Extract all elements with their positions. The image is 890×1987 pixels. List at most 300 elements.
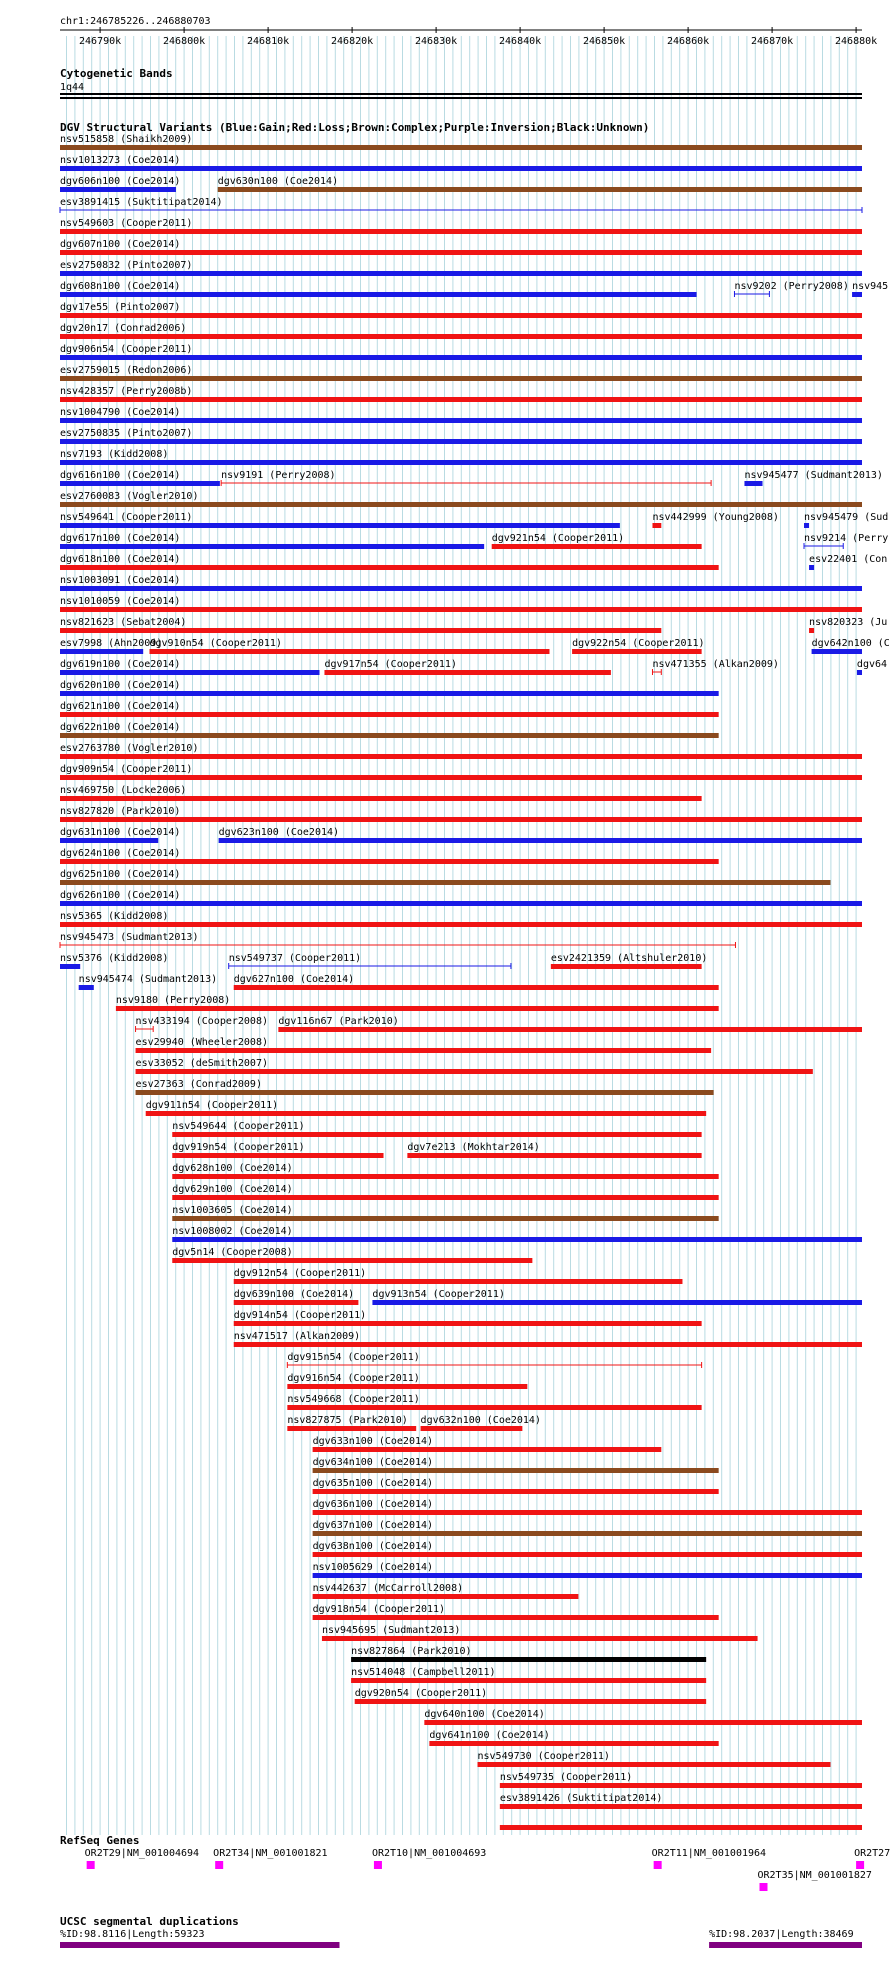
variant-label: esv33052 (deSmith2007): [135, 1058, 269, 1069]
variant[interactable]: [136, 1016, 268, 1032]
variant[interactable]: [136, 1079, 714, 1095]
ruler-tick-label: 246790k: [79, 36, 122, 47]
variant-bar[interactable]: [172, 1153, 383, 1158]
variant-bar[interactable]: [313, 1594, 579, 1599]
variant[interactable]: [149, 638, 549, 654]
variant[interactable]: [218, 176, 862, 192]
variant-bar[interactable]: [60, 334, 862, 339]
variant[interactable]: [234, 1331, 862, 1347]
variant-bar[interactable]: [172, 1258, 532, 1263]
variant-bar[interactable]: [60, 145, 862, 150]
variant-label: dgv913n54 (Cooper2011): [372, 1289, 505, 1300]
variant[interactable]: [60, 638, 162, 654]
variant-bar[interactable]: [60, 922, 862, 927]
gene[interactable]: [213, 1848, 327, 1869]
variant[interactable]: [60, 554, 719, 570]
variant[interactable]: [79, 974, 217, 990]
variant-bar[interactable]: [79, 985, 94, 990]
variant-bar[interactable]: [60, 670, 320, 675]
variant[interactable]: [572, 638, 704, 654]
variant-label: nsv9202 (Perry2008): [734, 281, 849, 292]
variant-label: dgv921n54 (Cooper2011): [491, 533, 625, 544]
variant-label: dgv641n100 (Coe2014): [429, 1730, 550, 1741]
variant-bar[interactable]: [60, 355, 862, 360]
variant[interactable]: [60, 176, 180, 192]
variant-label: nsv549730 (Cooper2011): [477, 1751, 610, 1762]
variant-label: esv2763780 (Vogler2010): [60, 743, 199, 754]
variant-bar[interactable]: [60, 271, 862, 276]
variant-label: dgv638n100 (Coe2014): [312, 1541, 434, 1552]
variant[interactable]: [229, 953, 511, 969]
variant-label: dgv623n100 (Coe2014): [218, 827, 340, 838]
variant-bar[interactable]: [234, 1321, 702, 1326]
variant-bar[interactable]: [322, 1636, 758, 1641]
variant[interactable]: [287, 1373, 527, 1389]
gene-marker[interactable]: [759, 1883, 767, 1891]
segdup-track-title: UCSC segmental duplications: [60, 1915, 239, 1928]
gene[interactable]: [854, 1848, 890, 1869]
variant-label: dgv919n54 (Cooper2011): [172, 1142, 305, 1153]
variant-bar[interactable]: [313, 1468, 719, 1473]
variant-label: dgv639n100 (Coe2014): [233, 1289, 355, 1300]
segdup-item[interactable]: [709, 1929, 862, 1948]
variant-bar[interactable]: [407, 1153, 701, 1158]
ruler-tick-label: 246830k: [415, 36, 458, 47]
variant-bar[interactable]: [172, 1174, 718, 1179]
variant-bar[interactable]: [146, 1111, 706, 1116]
variant[interactable]: [429, 1730, 718, 1746]
variant-label: dgv911n54 (Cooper2011): [145, 1100, 279, 1111]
variant-bar[interactable]: [60, 250, 862, 255]
variant-label: nsv5365 (Kidd2008): [60, 911, 169, 922]
variant-label: dgv918n54 (Cooper2011): [312, 1604, 446, 1615]
variant-label: dgv914n54 (Cooper2011): [233, 1310, 367, 1321]
variant-label: nsv5376 (Kidd2008): [60, 953, 169, 964]
variant-bar[interactable]: [172, 1237, 862, 1242]
variant-label: nsv820323 (Ju: [809, 617, 888, 628]
variant-label: dgv626n100 (Coe2014): [60, 890, 181, 901]
variant-bar[interactable]: [572, 649, 702, 654]
variant-bar[interactable]: [287, 1426, 416, 1431]
variant-label: nsv945695 (Sudmant2013): [321, 1625, 461, 1636]
gene-label: OR2T10|NM_001004693: [371, 1848, 487, 1859]
variant-bar[interactable]: [313, 1489, 719, 1494]
variant-label: dgv619n100 (Coe2014): [60, 659, 181, 670]
dgv-track-title: DGV Structural Variants (Blue:Gain;Red:Loss;Brown:Complex;Purple:Inversion;Black:Unknown): [60, 121, 650, 134]
variant-bar[interactable]: [234, 1342, 862, 1347]
variant-bar[interactable]: [500, 1825, 862, 1830]
variant-label: dgv627n100 (Coe2014): [233, 974, 355, 985]
variant[interactable]: [355, 1688, 706, 1704]
variant-bar[interactable]: [60, 544, 484, 549]
variant-label: nsv945: [852, 281, 889, 292]
variant-bar[interactable]: [809, 565, 814, 570]
variant-label: nsv442637 (McCarroll2008): [312, 1583, 464, 1594]
variant[interactable]: [60, 281, 697, 297]
variant-bar[interactable]: [313, 1573, 862, 1578]
variant-bar[interactable]: [60, 481, 220, 486]
variant-bar[interactable]: [60, 292, 697, 297]
variant-label: nsv1010059 (Coe2014): [60, 596, 181, 607]
variant-label: esv27363 (Conrad2009): [135, 1079, 262, 1090]
variant-bar[interactable]: [136, 1048, 712, 1053]
variant-bar[interactable]: [852, 292, 862, 297]
variant-label: dgv909n54 (Cooper2011): [60, 764, 193, 775]
gene[interactable]: [372, 1848, 486, 1869]
variant-bar[interactable]: [60, 313, 862, 318]
variant-label: nsv945474 (Sudmant2013): [78, 974, 218, 985]
variant[interactable]: [809, 554, 887, 570]
variant-bar[interactable]: [136, 1069, 813, 1074]
variant[interactable]: [146, 1100, 706, 1116]
gene[interactable]: [85, 1848, 199, 1869]
variant-label: dgv637n100 (Coe2014): [312, 1520, 434, 1531]
variant-label: nsv1004790 (Coe2014): [60, 407, 181, 418]
variant-label: esv2750835 (Pinto2007): [60, 428, 193, 439]
ruler-tick-label: 246820k: [331, 36, 374, 47]
variant-bar[interactable]: [60, 733, 719, 738]
variant-bar[interactable]: [60, 418, 862, 423]
variant-bar[interactable]: [313, 1615, 719, 1620]
variant-bar[interactable]: [172, 1216, 718, 1221]
ruler-tick-label: 246860k: [667, 36, 710, 47]
variant-label: dgv636n100 (Coe2014): [312, 1499, 434, 1510]
variant-bar[interactable]: [744, 481, 762, 486]
variant-bar[interactable]: [60, 775, 862, 780]
variant[interactable]: [313, 1457, 719, 1473]
variant-bar[interactable]: [60, 166, 862, 171]
segdup-label: %ID:98.2037|Length:38469: [709, 1929, 854, 1940]
segdup-item[interactable]: [60, 1929, 339, 1948]
variant[interactable]: [852, 281, 888, 297]
variant-label: nsv827864 (Park2010): [351, 1646, 472, 1657]
variant-label: dgv618n100 (Coe2014): [60, 554, 181, 565]
variant-bar[interactable]: [857, 670, 862, 675]
variant[interactable]: [60, 869, 830, 885]
variant-bar[interactable]: [478, 1762, 831, 1767]
variant-bar[interactable]: [116, 1006, 719, 1011]
gene-marker[interactable]: [87, 1861, 95, 1869]
variant-bar[interactable]: [60, 439, 862, 444]
gene-label: OR2T35|NM_001001827: [757, 1870, 872, 1881]
variant[interactable]: [136, 1037, 712, 1053]
variant-label: esv2759015 (Redon2006): [60, 365, 193, 376]
variant-bar[interactable]: [60, 796, 702, 801]
gene-marker[interactable]: [215, 1861, 223, 1869]
variant-label: nsv827820 (Park2010): [60, 806, 181, 817]
variant-bar[interactable]: [60, 901, 862, 906]
variant-bar[interactable]: [60, 187, 176, 192]
ruler-tick-label: 246880k: [835, 36, 878, 47]
variant-label: nsv549735 (Cooper2011): [499, 1772, 633, 1783]
variant-bar[interactable]: [234, 985, 719, 990]
variant-bar[interactable]: [351, 1678, 706, 1683]
variant[interactable]: [60, 932, 735, 948]
variant[interactable]: [60, 512, 620, 528]
variant-label: dgv625n100 (Coe2014): [60, 869, 181, 880]
variant-bar[interactable]: [500, 1783, 862, 1788]
variant-bar[interactable]: [492, 544, 702, 549]
variant-bar[interactable]: [278, 1027, 862, 1032]
variant[interactable]: [60, 470, 220, 486]
variant-label: nsv549737 (Cooper2011): [228, 953, 362, 964]
variant-label: nsv514048 (Campbell2011): [351, 1667, 496, 1678]
variant-label: nsv945477 (Sudmant2013): [744, 470, 883, 481]
variant-label: dgv635n100 (Coe2014): [312, 1478, 434, 1489]
variant-bar[interactable]: [424, 1720, 862, 1725]
variant-label: dgv631n100 (Coe2014): [60, 827, 181, 838]
variant-bar[interactable]: [313, 1510, 862, 1515]
variant-label: dgv906n54 (Cooper2011): [60, 344, 193, 355]
variant-bar[interactable]: [60, 838, 158, 843]
variant-label: dgv920n54 (Cooper2011): [354, 1688, 488, 1699]
variant-bar[interactable]: [324, 670, 610, 675]
variant-label: dgv630n100 (Coe2014): [217, 176, 339, 187]
variant-label: nsv9214 (Perry: [804, 533, 889, 544]
variant[interactable]: [324, 659, 610, 675]
variant-bar[interactable]: [313, 1531, 862, 1536]
gene[interactable]: [757, 1870, 871, 1891]
variant-label: dgv7e213 (Mokhtar2014): [407, 1142, 540, 1153]
variant-label: dgv628n100 (Coe2014): [172, 1163, 293, 1174]
variant-bar[interactable]: [60, 229, 862, 234]
variant[interactable]: [136, 1058, 813, 1074]
variant-bar[interactable]: [60, 712, 719, 717]
variant[interactable]: [234, 1289, 359, 1305]
variant-bar[interactable]: [60, 523, 620, 528]
cytoband-bar: [60, 93, 862, 95]
variant-label: nsv433194 (Cooper2008): [135, 1016, 269, 1027]
variant-label: dgv5n14 (Cooper2008): [172, 1247, 293, 1258]
variant[interactable]: [172, 1205, 718, 1221]
variant-bar[interactable]: [149, 649, 549, 654]
variant-bar[interactable]: [60, 859, 719, 864]
variant-label: nsv1003091 (Coe2014): [60, 575, 181, 586]
variant-label: dgv915n54 (Cooper2011): [287, 1352, 420, 1363]
segdup-track: [60, 1929, 862, 1948]
variant-label: esv29940 (Wheeler2008): [135, 1037, 269, 1048]
variant-bar[interactable]: [218, 187, 862, 192]
variant-bar[interactable]: [421, 1426, 523, 1431]
cytoband-bar-2: [60, 97, 862, 99]
variant-bar[interactable]: [652, 523, 661, 528]
variant-bar[interactable]: [313, 1447, 662, 1452]
variant-label: esv22401 (Con: [809, 554, 888, 565]
variant[interactable]: [313, 1478, 719, 1494]
segdup-bar[interactable]: [60, 1942, 339, 1948]
variant-bar[interactable]: [429, 1741, 718, 1746]
variant-label: nsv945473 (Sudmant2013): [60, 932, 199, 943]
variant-label: dgv629n100 (Coe2014): [172, 1184, 293, 1195]
ruler-tick-label: 246800k: [163, 36, 206, 47]
variant-label: dgv922n54 (Cooper2011): [572, 638, 705, 649]
variant[interactable]: [857, 659, 887, 675]
variant-label: dgv616n100 (Coe2014): [60, 470, 181, 481]
variant[interactable]: [287, 1415, 416, 1431]
variant[interactable]: [492, 533, 702, 549]
variant-bar[interactable]: [60, 964, 80, 969]
variant-bar[interactable]: [60, 754, 862, 759]
variant-label: dgv916n54 (Cooper2011): [287, 1373, 420, 1384]
variant-label: nsv821623 (Sebat2004): [60, 617, 187, 628]
variant[interactable]: [812, 638, 890, 654]
variant[interactable]: [500, 1793, 862, 1809]
variant-label: nsv471355 (Alkan2009): [652, 659, 779, 670]
variant[interactable]: [60, 680, 719, 696]
variant[interactable]: [809, 617, 887, 633]
variant[interactable]: [60, 533, 484, 549]
variant[interactable]: [60, 659, 320, 675]
variant-label: nsv1005629 (Coe2014): [312, 1562, 434, 1573]
variant-label: nsv9191 (Perry2008): [221, 470, 336, 481]
variant[interactable]: [172, 1121, 701, 1137]
variant-label: esv2750832 (Pinto2007): [60, 260, 193, 271]
variant[interactable]: [60, 722, 719, 738]
variant-label: dgv642n100 (C: [811, 638, 890, 649]
variant-bar[interactable]: [287, 1384, 527, 1389]
variant[interactable]: [313, 1583, 579, 1599]
variant[interactable]: [172, 1163, 718, 1179]
variant[interactable]: [478, 1751, 831, 1767]
variant-label: nsv1013273 (Coe2014): [60, 155, 181, 166]
variant[interactable]: [60, 701, 719, 717]
variant[interactable]: [60, 785, 702, 801]
refseq-gene-track: [85, 1848, 890, 1891]
variant-bar[interactable]: [136, 1090, 714, 1095]
variant-label: dgv621n100 (Coe2014): [60, 701, 181, 712]
gene-marker[interactable]: [856, 1861, 864, 1869]
variant-label: dgv64: [856, 659, 888, 670]
variant-bar[interactable]: [287, 1405, 701, 1410]
variant-bar[interactable]: [804, 523, 809, 528]
variant-label: dgv633n100 (Coe2014): [312, 1436, 434, 1447]
variant[interactable]: [424, 1709, 862, 1725]
gene-label: OR2T34|NM_001001821: [213, 1848, 328, 1859]
variant[interactable]: [322, 1625, 758, 1641]
variant-bar[interactable]: [60, 628, 661, 633]
variant-label: nsv549641 (Cooper2011): [60, 512, 193, 523]
variant[interactable]: [407, 1142, 701, 1158]
variant-label: dgv620n100 (Coe2014): [60, 680, 181, 691]
variant-label: nsv945479 (Sud: [804, 512, 889, 523]
variant-bar[interactable]: [172, 1195, 718, 1200]
variant-bar[interactable]: [313, 1552, 862, 1557]
variant-label: dgv640n100 (Coe2014): [424, 1709, 545, 1720]
variant[interactable]: [219, 827, 862, 843]
cytoband-track-title: Cytogenetic Bands: [60, 67, 173, 80]
variant-label: dgv634n100 (Coe2014): [312, 1457, 434, 1468]
variant-label: esv2760083 (Vogler2010): [60, 491, 199, 502]
variant-label: dgv624n100 (Coe2014): [60, 848, 181, 859]
variant-label: nsv827875 (Park2010): [287, 1415, 408, 1426]
variant[interactable]: [60, 848, 719, 864]
variant-label: nsv469750 (Locke2006): [60, 785, 187, 796]
variant-label: dgv632n100 (Coe2014): [420, 1415, 541, 1426]
variant[interactable]: [116, 995, 719, 1011]
variant-bar[interactable]: [60, 817, 862, 822]
variant-label: dgv622n100 (Coe2014): [60, 722, 181, 733]
variant-label: nsv515858 (Shaikh2009): [60, 134, 193, 145]
variant-bar[interactable]: [351, 1657, 706, 1662]
variant-label: nsv549603 (Cooper2011): [60, 218, 193, 229]
variant-label: esv2421359 (Altshuler2010): [550, 953, 708, 964]
variant-bar[interactable]: [60, 460, 862, 465]
segdup-bar[interactable]: [709, 1942, 862, 1948]
variant-bar[interactable]: [60, 565, 719, 570]
variant-label: nsv549644 (Cooper2011): [172, 1121, 305, 1132]
variant-bar[interactable]: [809, 628, 814, 633]
variant-label: dgv917n54 (Cooper2011): [324, 659, 457, 670]
variant-label: dgv116n67 (Park2010): [278, 1016, 399, 1027]
variant-bar[interactable]: [60, 376, 862, 381]
variant-label: dgv912n54 (Cooper2011): [233, 1268, 367, 1279]
variant[interactable]: [172, 1226, 862, 1242]
variant-bar[interactable]: [60, 691, 719, 696]
ruler: [60, 27, 877, 47]
variant[interactable]: [804, 512, 888, 528]
gene-label: OR2T11|NM_001001964: [651, 1848, 767, 1859]
variant-label: dgv17e55 (Pinto2007): [60, 302, 181, 313]
variant[interactable]: [234, 1268, 683, 1284]
variant-label: nsv9180 (Perry2008): [115, 995, 231, 1006]
variant-bar[interactable]: [60, 586, 862, 591]
variant[interactable]: [234, 1310, 702, 1326]
variant-bar[interactable]: [219, 838, 862, 843]
gene-label: OR2T27: [854, 1848, 890, 1859]
variant-label: dgv910n54 (Cooper2011): [149, 638, 282, 649]
variant-bar[interactable]: [355, 1699, 706, 1704]
refseq-track-title: RefSeq Genes: [60, 1834, 140, 1847]
variant-label: dgv608n100 (Coe2014): [60, 281, 181, 292]
variant-bar[interactable]: [60, 502, 862, 507]
variant[interactable]: [734, 281, 848, 297]
variant-label: dgv20n17 (Conrad2006): [60, 323, 187, 334]
variant[interactable]: [500, 1772, 862, 1788]
variant[interactable]: [421, 1415, 541, 1431]
variant-bar[interactable]: [172, 1132, 701, 1137]
gene-marker[interactable]: [654, 1861, 662, 1869]
gene[interactable]: [652, 1848, 766, 1869]
variant[interactable]: [804, 533, 888, 549]
variant-label: esv3891426 (Suktitipat2014): [499, 1793, 663, 1804]
variant-bar[interactable]: [60, 880, 830, 885]
variant-bar[interactable]: [234, 1279, 683, 1284]
variant-bar[interactable]: [500, 1804, 862, 1809]
variant-bar[interactable]: [372, 1300, 862, 1305]
variant-label: nsv471517 (Alkan2009): [233, 1331, 361, 1342]
variant-bar[interactable]: [60, 397, 862, 402]
variant[interactable]: [313, 1604, 719, 1620]
variant-bar[interactable]: [60, 607, 862, 612]
variant-label: nsv1003605 (Coe2014): [172, 1205, 293, 1216]
variant[interactable]: [60, 827, 180, 843]
variant[interactable]: [60, 953, 168, 969]
variant-bar[interactable]: [551, 964, 702, 969]
variant-bar[interactable]: [234, 1300, 359, 1305]
variant-label: nsv1008002 (Coe2014): [172, 1226, 293, 1237]
variant[interactable]: [172, 1184, 718, 1200]
gene-label: OR2T29|NM_001004694: [84, 1848, 200, 1859]
gene-marker[interactable]: [374, 1861, 382, 1869]
variant-label: esv3891415 (Suktitipat2014): [60, 197, 223, 208]
ruler-tick-label: 246840k: [499, 36, 542, 47]
variant[interactable]: [500, 1825, 862, 1830]
variant-bar[interactable]: [60, 649, 143, 654]
variant[interactable]: [551, 953, 708, 969]
variant-bar[interactable]: [812, 649, 862, 654]
variant-label: nsv442999 (Young2008): [652, 512, 779, 523]
variant-label: esv7998 (Ahn2009): [60, 638, 163, 649]
